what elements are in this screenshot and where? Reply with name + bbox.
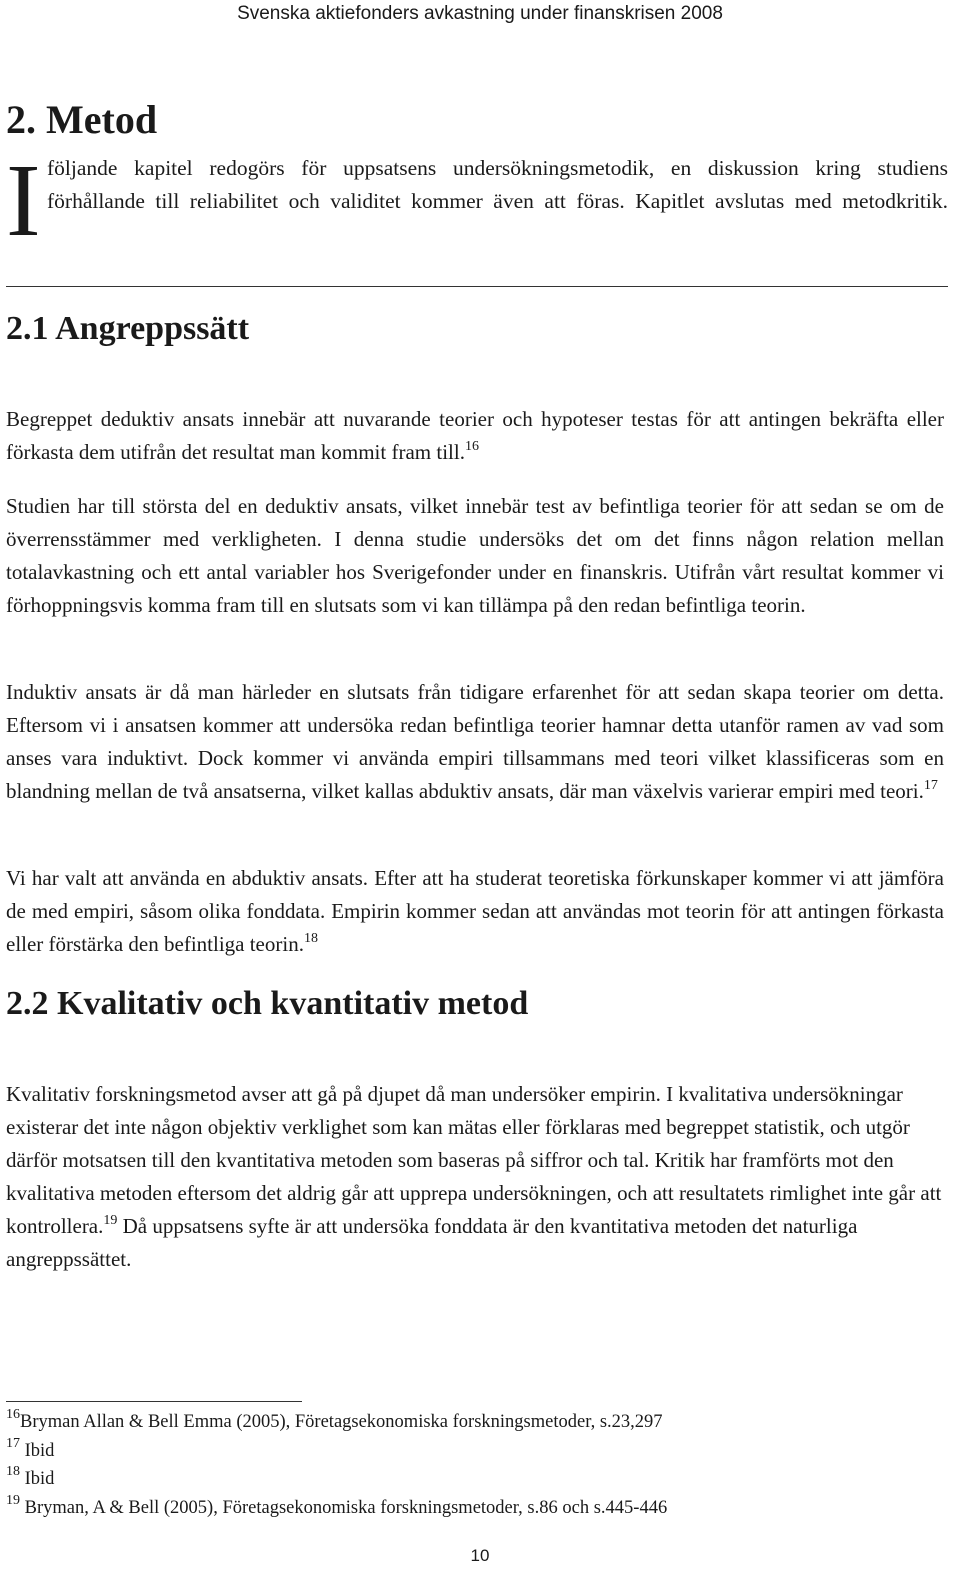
section-divider: [6, 286, 948, 287]
footnote-ref: 18: [303, 931, 318, 946]
footnote-item: [6, 1437, 906, 1466]
chapter-intro: [6, 143, 948, 258]
paragraph-kvalitativ: [6, 1078, 944, 1276]
paragraph-deduktiv: [6, 403, 944, 469]
paragraph-induktiv: [6, 676, 944, 808]
footnote-ref: 19: [103, 1213, 118, 1228]
paragraph-text-cont: Då uppsatsens syfte är att undersöka fonddata är den kvantitativa metoden det naturliga angreppssättet.: [6, 1214, 858, 1271]
footnote-item: [6, 1465, 906, 1494]
footnote-text: Bryman, A & Bell (2005), Företagsekonomiska forskningsmetoder, s.86 och s.445-446: [20, 1497, 668, 1518]
footnote-ref: 17: [923, 778, 938, 793]
drop-cap: I: [6, 143, 41, 258]
footnote-separator: [6, 1401, 302, 1402]
footnotes: [6, 1408, 906, 1522]
footnote-number: 16: [6, 1407, 20, 1422]
paragraph-text: Studien har till största del en deduktiv ansats, vilket innebär test av befintliga teorier för att sedan se om de överrensstämmer med verkligheten. I denna studie undersöks det om det finns någon relation mellan totalavkastning och ett antal variabler hos Sverigefonder under en finanskris. Utifrån vårt resultat kommer vi förhoppningsvis komma fram till en slutsats som vi kan tillämpa på den redan befintliga teorin.: [6, 494, 944, 617]
intro-paragraph: följande kapitel redogörs för uppsatsens undersökningsmetodik, en diskussion kring studiens förhållande till reliabilitet och validitet kommer även att föras. Kapitlet avslutas med metodkritik.: [47, 156, 948, 213]
section-heading-metod: 2. Metod: [6, 97, 158, 142]
footnote-item: [6, 1494, 906, 1523]
paragraph-text: Vi har valt att använda en abduktiv ansats. Efter att ha studerat teoretiska förkunskaper kommer vi att jämföra de med empiri, såsom olika fonddata. Empirin kommer sedan att användas mot teorin för att antingen förkasta eller förstärka den befintliga teorin.: [6, 866, 944, 956]
footnote-number: 18: [6, 1464, 20, 1480]
paragraph-text: Begreppet deduktiv ansats innebär att nuvarande teorier och hypoteser testas för att antingen bekräfta eller förkasta dem utifrån det resultat man kommit fram till.: [6, 407, 944, 464]
footnote-text: Bryman Allan & Bell Emma (2005), Företagsekonomiska forskningsmetoder, s.23,297: [20, 1412, 663, 1432]
footnote-ref: 16: [464, 439, 479, 454]
paragraph-text: Induktiv ansats är då man härleder en slutsats från tidigare erfarenhet för att sedan skapa teorier om detta. Eftersom vi i ansatsen kommer att undersöka redan befintliga teorier hamnar detta utanför ramen av vad som anses vara induktivt. Dock kommer vi använda empiri tillsammans med teori vilket klassificeras som en blandning mellan de två ansatserna, vilket kallas abduktiv ansats, där man växelvis varierar empiri med teori.: [6, 680, 944, 803]
page-number: 10: [470, 1546, 490, 1565]
section-heading-angreppssatt: 2.1 Angreppssätt: [6, 310, 250, 347]
paragraph-text: Kvalitativ forskningsmetod avser att gå på djupet då man undersöker empirin. I kvalitativa undersökningar existerar det inte någon objektiv verklighet som kan mätas eller förklaras med begreppet statistik, och utgör därför motsatsen till den kvantitativa metoden som baseras på siffror och tal. Kritik har framförts mot den kvalitativa metoden eftersom det aldrig går att upprepa undersökningen, och att resultatets rimlighet inte går att kontrollera.: [6, 1082, 942, 1238]
paragraph-studien: [6, 490, 944, 622]
paragraph-abduktiv: [6, 862, 944, 961]
section-heading-kvalitativ: 2.2 Kvalitativ och kvantitativ metod: [6, 985, 529, 1022]
footnote-item: [6, 1408, 906, 1437]
running-header: Svenska aktiefonders avkastning under finanskrisen 2008: [237, 3, 723, 24]
footnote-number: 17: [6, 1435, 20, 1451]
footnote-text: Ibid: [20, 1469, 55, 1490]
footnote-number: 19: [6, 1492, 20, 1508]
footnote-text: Ibid: [20, 1440, 55, 1461]
